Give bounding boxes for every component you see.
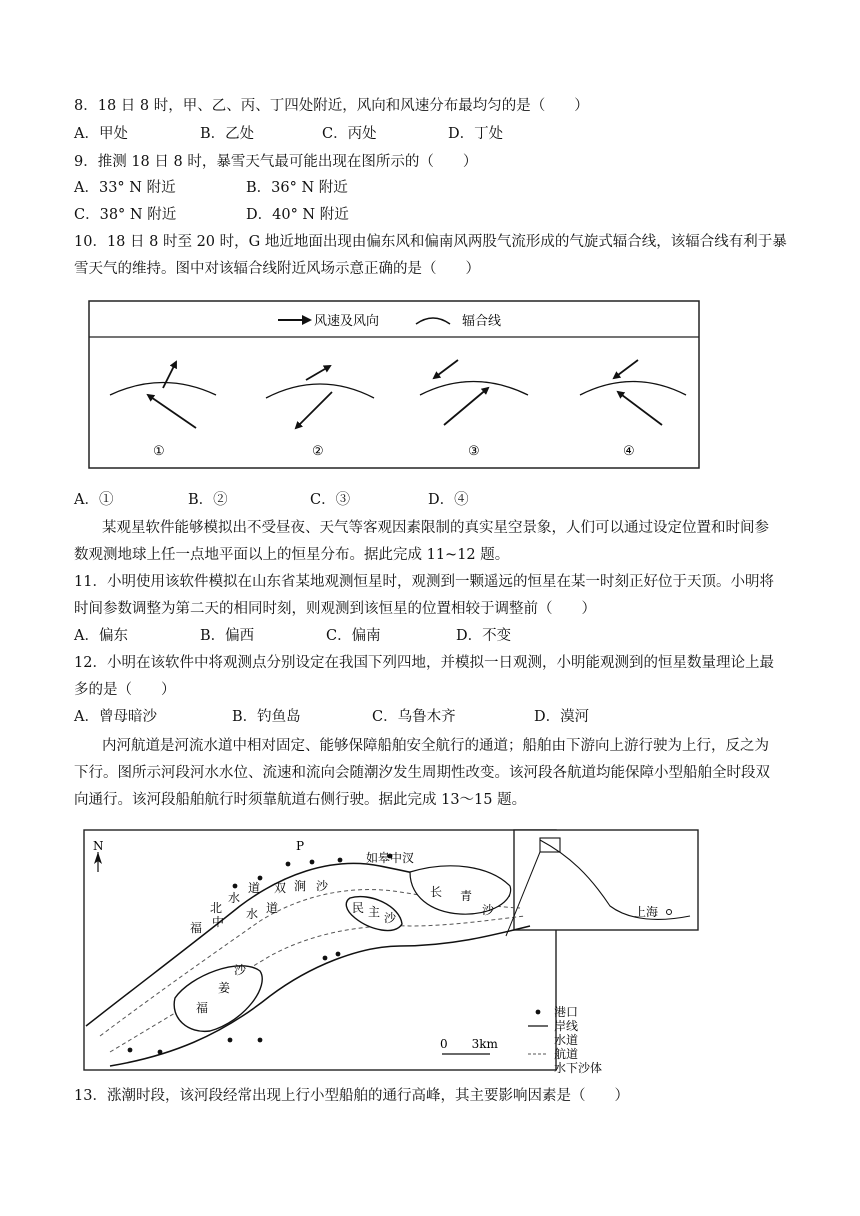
wind-arrow-icon: [618, 392, 662, 425]
q10-option-b: B．②: [188, 492, 228, 508]
legend-convergence-line-icon: [416, 318, 450, 324]
intro-13-15-line2: 下行。图所示河段河水水位、流速和流向会随潮汐发生周期性改变。该河段各航道均能保障小型船舶全时段双: [74, 765, 770, 781]
q9-option-d: D．40° N 附近: [246, 207, 349, 223]
map-label-sha4: 沙: [234, 963, 247, 977]
q12-option-c: C．乌鲁木齐: [372, 709, 456, 725]
q9-option-b: B．36° N 附近: [246, 180, 348, 196]
q9-option-c: C．38° N 附近: [74, 207, 177, 223]
map-label-fu2: 福: [196, 1001, 209, 1015]
map-label-bei: 北: [210, 901, 223, 915]
wind-arrow-icon: [614, 360, 638, 378]
panel-4: [580, 360, 686, 459]
panel-1: [110, 362, 216, 459]
q8-option-a: A．甲处: [74, 126, 128, 142]
legend-convergence-label: 辐合线: [462, 314, 502, 329]
q12-stem-line1: 12．小明在该软件中将观测点分别设定在我国下列四地，并模拟一日观测，小明能观测到的恒星数量理论上最: [74, 655, 774, 671]
map-label-sha2: 沙: [384, 911, 397, 925]
convergence-line-figure: [88, 300, 700, 470]
intro-13-15-line1: 内河航道是河流水道中相对固定、能够保障船舶安全航行的通道；船舶由下游向上游行驶为上行，反之为: [102, 738, 769, 754]
map-label-sha1: 沙: [316, 879, 329, 893]
intro-11-12-line1: 某观星软件能够模拟出不受昼夜、天气等客观因素限制的真实星空景象，人们可以通过设定位置和时间参: [102, 520, 769, 536]
legend-port-icon: [536, 1010, 541, 1015]
q11-option-b: B．偏西: [200, 628, 255, 644]
q10-stem-line1: 10．18 日 8 时至 20 时，G 地近地面出现由偏东风和偏南风两股气流形成的气旋式辐合线，该辐合线有利于暴: [74, 234, 787, 250]
q11-option-c: C．偏南: [326, 628, 381, 644]
panel-label-1: ①: [153, 444, 165, 459]
wind-arrow-icon: [444, 388, 488, 425]
legend-bank: 岸线: [554, 1019, 579, 1033]
fujiang-sha-island: [174, 966, 262, 1032]
map-label-shui: 水: [228, 891, 241, 905]
map-label-zhong: 中: [212, 915, 225, 929]
panel-3: [420, 360, 528, 459]
wind-arrow-icon: [434, 360, 458, 378]
q11-option-d: D．不变: [456, 628, 512, 644]
panel-2: [266, 366, 374, 459]
river-channel-map: [70, 826, 792, 1078]
legend-wind-label: 风速及风向: [314, 314, 380, 329]
q9-option-a: A．33° N 附近: [74, 180, 176, 196]
point-p-label: P: [296, 839, 305, 853]
rugao-zhongcha-label: 如皋中汊: [366, 851, 415, 865]
panel-label-3: ③: [468, 444, 480, 459]
q12-option-d: D．漠河: [534, 709, 590, 725]
q8-option-d: D．丁处: [448, 126, 504, 142]
q10-stem-line2: 雪天气的维持。图中对该辐合线附近风场示意正确的是（ ）: [74, 261, 480, 277]
map-label-shuang: 双: [274, 881, 287, 895]
north-arrow-icon: [94, 852, 102, 872]
middle-channel: [110, 916, 525, 1052]
q11-option-a: A．偏东: [74, 628, 128, 644]
q12-option-a: A．曾母暗沙: [74, 709, 157, 725]
q10-option-c: C．③: [310, 492, 351, 508]
map-label-fu1: 福: [190, 921, 203, 935]
q11-stem-line2: 时间参数调整为第二天的相同时刻，则观测到该恒星的位置相较于调整前（ ）: [74, 601, 596, 617]
map-label-min: 民: [352, 901, 365, 915]
q12-stem-line2: 多的是（ ）: [74, 682, 176, 698]
map-label-dao: 道: [248, 881, 261, 895]
map-legend: [528, 1004, 602, 1075]
wind-arrow-icon: [163, 362, 176, 388]
scale-label: 0 3km: [440, 1037, 498, 1051]
q11-stem-line1: 11．小明使用该软件模拟在山东省某地观测恒星时，观测到一颗遥远的恒星在某一时刻正好位于天顶。小明将: [74, 574, 774, 590]
inset-map: [514, 830, 698, 930]
map-label-shui2: 水: [246, 907, 259, 921]
q10-option-d: D．④: [428, 492, 469, 508]
map-label-chang: 长: [430, 885, 443, 899]
intro-13-15-line3: 向通行。该河段船舶航行时须靠航道右侧行驶。据此完成 13～15 题。: [74, 792, 527, 808]
q9-stem: 9．推测 18 日 8 时，暴雪天气最可能出现在图所示的（ ）: [74, 154, 478, 170]
intro-11-12-line2: 数观测地球上任一点地平面以上的恒星分布。据此完成 11~12 题。: [74, 547, 510, 563]
legend-port: 港口: [554, 1005, 579, 1019]
legend-wind-arrow-icon: [278, 315, 312, 325]
map-label-jiang: 姜: [218, 981, 231, 995]
q10-option-a: A．①: [74, 492, 114, 508]
q13-stem: 13．涨潮时段，该河段经常出现上行小型船舶的通行高峰，其主要影响因素是（ ）: [74, 1088, 629, 1104]
map-label-sha3: 沙: [482, 903, 495, 917]
map-label-jian: 涧: [294, 879, 307, 893]
wind-arrow-icon: [306, 366, 330, 380]
map-label-qing: 青: [460, 889, 473, 903]
q8-option-b: B．乙处: [200, 126, 255, 142]
panel-label-2: ②: [312, 444, 324, 459]
map-label-zhu: 主: [368, 905, 381, 919]
wind-arrow-icon: [148, 395, 196, 428]
wind-arrow-icon: [296, 392, 332, 428]
legend-channel: 航道: [554, 1047, 579, 1061]
shanghai-label: 上海: [634, 905, 659, 919]
map-label-dao2: 道: [266, 901, 279, 915]
q12-option-b: B．钓鱼岛: [232, 709, 301, 725]
q8-option-c: C．丙处: [322, 126, 377, 142]
panel-label-4: ④: [623, 444, 635, 459]
q8-stem: 8．18 日 8 时，甲、乙、丙、丁四处附近，风向和风速分布最均匀的是（ ）: [74, 98, 589, 114]
north-label: N: [93, 839, 104, 853]
legend-waterway: 水道: [554, 1033, 579, 1047]
legend-sandbody: 水下沙体: [554, 1061, 603, 1075]
